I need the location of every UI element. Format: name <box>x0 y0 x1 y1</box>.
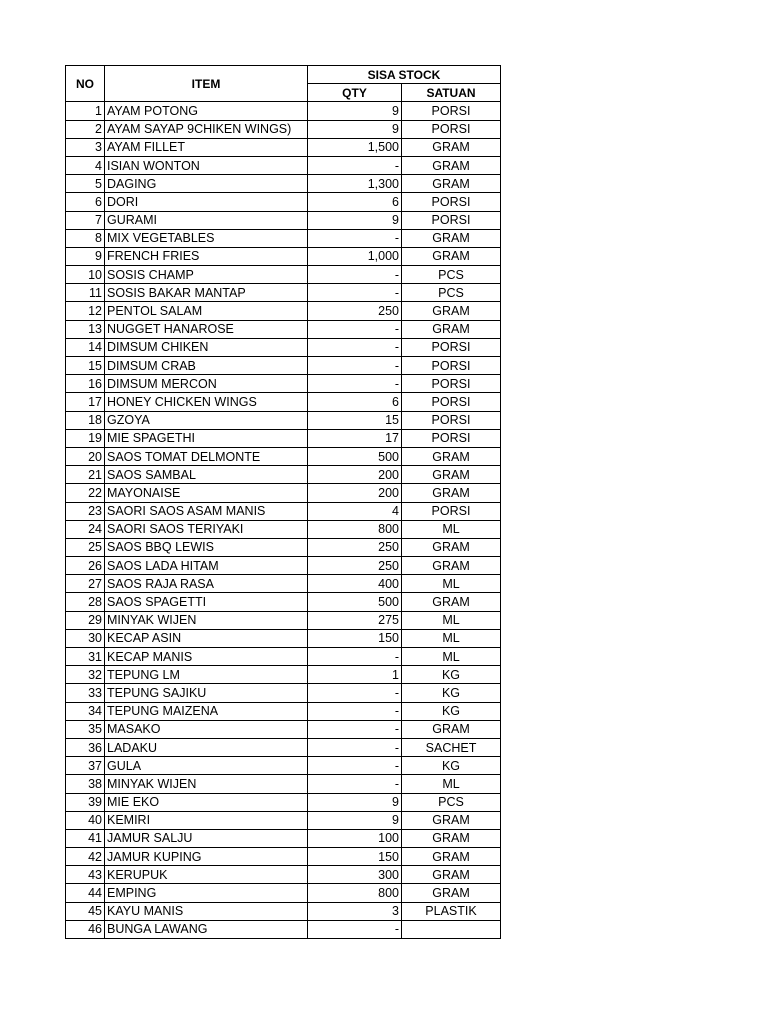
item-name: AYAM POTONG <box>105 102 308 120</box>
row-number: 45 <box>66 902 105 920</box>
unit-value: PORSI <box>402 502 501 520</box>
table-row <box>66 757 501 775</box>
table-row <box>66 138 501 156</box>
qty-value: - <box>308 720 402 738</box>
unit-value: SACHET <box>402 738 501 756</box>
table-row <box>66 211 501 229</box>
unit-value: ML <box>402 629 501 647</box>
row-number: 38 <box>66 775 105 793</box>
item-name: DAGING <box>105 175 308 193</box>
item-name: MIE EKO <box>105 793 308 811</box>
unit-value: GRAM <box>402 811 501 829</box>
unit-value: ML <box>402 775 501 793</box>
table-row <box>66 429 501 447</box>
unit-value: PORSI <box>402 375 501 393</box>
item-name: DORI <box>105 193 308 211</box>
qty-value: 9 <box>308 102 402 120</box>
item-name: JAMUR KUPING <box>105 848 308 866</box>
item-name: MAYONAISE <box>105 484 308 502</box>
table-row <box>66 484 501 502</box>
row-number: 1 <box>66 102 105 120</box>
unit-value: GRAM <box>402 884 501 902</box>
table-row <box>66 120 501 138</box>
row-number: 41 <box>66 829 105 847</box>
table-row <box>66 866 501 884</box>
item-name: BUNGA LAWANG <box>105 920 308 938</box>
qty-value: 500 <box>308 447 402 465</box>
item-name: KERUPUK <box>105 866 308 884</box>
qty-value: 9 <box>308 211 402 229</box>
item-name: SOSIS CHAMP <box>105 266 308 284</box>
row-number: 4 <box>66 156 105 174</box>
qty-value: 1,500 <box>308 138 402 156</box>
item-name: ISIAN WONTON <box>105 156 308 174</box>
table-row <box>66 629 501 647</box>
row-number: 37 <box>66 757 105 775</box>
row-number: 22 <box>66 484 105 502</box>
table-row <box>66 338 501 356</box>
table-row <box>66 411 501 429</box>
unit-value: PORSI <box>402 429 501 447</box>
item-name: HONEY CHICKEN WINGS <box>105 393 308 411</box>
unit-value: GRAM <box>402 247 501 265</box>
qty-value: 1 <box>308 666 402 684</box>
unit-value: PCS <box>402 266 501 284</box>
stock-table <box>65 65 501 939</box>
row-number: 28 <box>66 593 105 611</box>
item-name: MINYAK WIJEN <box>105 775 308 793</box>
row-number: 3 <box>66 138 105 156</box>
unit-value: GRAM <box>402 484 501 502</box>
row-number: 26 <box>66 557 105 575</box>
row-number: 34 <box>66 702 105 720</box>
item-name: SAOS LADA HITAM <box>105 557 308 575</box>
table-row <box>66 229 501 247</box>
unit-value: PLASTIK <box>402 902 501 920</box>
table-row <box>66 702 501 720</box>
table-row <box>66 920 501 938</box>
qty-value: 300 <box>308 866 402 884</box>
qty-value: 100 <box>308 829 402 847</box>
table-row <box>66 447 501 465</box>
unit-value: PORSI <box>402 357 501 375</box>
qty-value: 250 <box>308 538 402 556</box>
row-number: 8 <box>66 229 105 247</box>
table-header <box>66 66 501 102</box>
row-number: 30 <box>66 629 105 647</box>
qty-value: 4 <box>308 502 402 520</box>
item-name: MASAKO <box>105 720 308 738</box>
header-satuan: SATUAN <box>402 84 501 102</box>
item-name: SAOS RAJA RASA <box>105 575 308 593</box>
table-row <box>66 375 501 393</box>
table-row <box>66 557 501 575</box>
item-name: SAORI SAOS TERIYAKI <box>105 520 308 538</box>
table-row <box>66 156 501 174</box>
qty-value: 9 <box>308 120 402 138</box>
qty-value: 15 <box>308 411 402 429</box>
item-name: TEPUNG LM <box>105 666 308 684</box>
table-row <box>66 175 501 193</box>
item-name: KECAP MANIS <box>105 648 308 666</box>
table-row <box>66 884 501 902</box>
qty-value: 6 <box>308 393 402 411</box>
qty-value: - <box>308 357 402 375</box>
table-row <box>66 357 501 375</box>
row-number: 6 <box>66 193 105 211</box>
row-number: 17 <box>66 393 105 411</box>
row-number: 44 <box>66 884 105 902</box>
item-name: MIE SPAGETHI <box>105 429 308 447</box>
qty-value: - <box>308 375 402 393</box>
unit-value: KG <box>402 702 501 720</box>
unit-value: KG <box>402 666 501 684</box>
item-name: GULA <box>105 757 308 775</box>
row-number: 39 <box>66 793 105 811</box>
row-number: 42 <box>66 848 105 866</box>
unit-value: GRAM <box>402 466 501 484</box>
unit-value: GRAM <box>402 175 501 193</box>
qty-value: 150 <box>308 848 402 866</box>
header-item: ITEM <box>105 66 308 102</box>
table-row <box>66 302 501 320</box>
row-number: 35 <box>66 720 105 738</box>
item-name: MIX VEGETABLES <box>105 229 308 247</box>
unit-value: PORSI <box>402 120 501 138</box>
item-name: TEPUNG SAJIKU <box>105 684 308 702</box>
item-name: MINYAK WIJEN <box>105 611 308 629</box>
item-name: NUGGET HANAROSE <box>105 320 308 338</box>
unit-value: PCS <box>402 793 501 811</box>
row-number: 19 <box>66 429 105 447</box>
table-row <box>66 829 501 847</box>
item-name: PENTOL SALAM <box>105 302 308 320</box>
table-row <box>66 666 501 684</box>
qty-value: 400 <box>308 575 402 593</box>
item-name: TEPUNG MAIZENA <box>105 702 308 720</box>
unit-value: GRAM <box>402 229 501 247</box>
item-name: SAORI SAOS ASAM MANIS <box>105 502 308 520</box>
unit-value: GRAM <box>402 320 501 338</box>
item-name: SAOS SAMBAL <box>105 466 308 484</box>
table-row <box>66 684 501 702</box>
table-row <box>66 193 501 211</box>
qty-value: - <box>308 156 402 174</box>
unit-value: GRAM <box>402 829 501 847</box>
table-row <box>66 320 501 338</box>
unit-value: PORSI <box>402 211 501 229</box>
qty-value: - <box>308 338 402 356</box>
qty-value: - <box>308 320 402 338</box>
table-row <box>66 793 501 811</box>
item-name: DIMSUM CRAB <box>105 357 308 375</box>
qty-value: - <box>308 738 402 756</box>
row-number: 46 <box>66 920 105 938</box>
table-row <box>66 284 501 302</box>
item-name: EMPING <box>105 884 308 902</box>
table-row <box>66 247 501 265</box>
table-row <box>66 538 501 556</box>
qty-value: 200 <box>308 466 402 484</box>
row-number: 36 <box>66 738 105 756</box>
row-number: 18 <box>66 411 105 429</box>
table-row <box>66 520 501 538</box>
unit-value: ML <box>402 611 501 629</box>
unit-value: PORSI <box>402 393 501 411</box>
qty-value: 800 <box>308 884 402 902</box>
item-name: GZOYA <box>105 411 308 429</box>
table-row <box>66 720 501 738</box>
row-number: 2 <box>66 120 105 138</box>
item-name: JAMUR SALJU <box>105 829 308 847</box>
unit-value: PORSI <box>402 411 501 429</box>
qty-value: 150 <box>308 629 402 647</box>
row-number: 43 <box>66 866 105 884</box>
table-row <box>66 648 501 666</box>
qty-value: 3 <box>308 902 402 920</box>
unit-value: KG <box>402 684 501 702</box>
item-name: SAOS BBQ LEWIS <box>105 538 308 556</box>
item-name: GURAMI <box>105 211 308 229</box>
qty-value: 250 <box>308 302 402 320</box>
unit-value: ML <box>402 520 501 538</box>
row-number: 33 <box>66 684 105 702</box>
item-name: KEMIRI <box>105 811 308 829</box>
table-row <box>66 575 501 593</box>
qty-value: 1,300 <box>308 175 402 193</box>
item-name: SAOS TOMAT DELMONTE <box>105 447 308 465</box>
unit-value: GRAM <box>402 593 501 611</box>
header-sisa-stock: SISA STOCK <box>308 66 501 84</box>
unit-value: PCS <box>402 284 501 302</box>
table-row <box>66 848 501 866</box>
row-number: 10 <box>66 266 105 284</box>
header-qty: QTY <box>308 84 402 102</box>
unit-value: GRAM <box>402 720 501 738</box>
qty-value: - <box>308 684 402 702</box>
table-row <box>66 611 501 629</box>
item-name: AYAM SAYAP 9CHIKEN WINGS) <box>105 120 308 138</box>
unit-value: GRAM <box>402 866 501 884</box>
qty-value: - <box>308 648 402 666</box>
row-number: 27 <box>66 575 105 593</box>
unit-value: GRAM <box>402 156 501 174</box>
unit-value: ML <box>402 575 501 593</box>
table-row <box>66 775 501 793</box>
qty-value: 800 <box>308 520 402 538</box>
qty-value: - <box>308 284 402 302</box>
header-no: NO <box>66 66 105 102</box>
item-name: SAOS SPAGETTI <box>105 593 308 611</box>
qty-value: - <box>308 266 402 284</box>
qty-value: - <box>308 920 402 938</box>
row-number: 14 <box>66 338 105 356</box>
unit-value: GRAM <box>402 538 501 556</box>
qty-value: 9 <box>308 793 402 811</box>
table-row <box>66 902 501 920</box>
item-name: LADAKU <box>105 738 308 756</box>
qty-value: 6 <box>308 193 402 211</box>
qty-value: 1,000 <box>308 247 402 265</box>
row-number: 12 <box>66 302 105 320</box>
row-number: 23 <box>66 502 105 520</box>
row-number: 11 <box>66 284 105 302</box>
row-number: 31 <box>66 648 105 666</box>
row-number: 24 <box>66 520 105 538</box>
unit-value: PORSI <box>402 338 501 356</box>
qty-value: - <box>308 702 402 720</box>
row-number: 29 <box>66 611 105 629</box>
row-number: 7 <box>66 211 105 229</box>
row-number: 40 <box>66 811 105 829</box>
table-row <box>66 502 501 520</box>
item-name: KECAP ASIN <box>105 629 308 647</box>
unit-value <box>402 920 501 938</box>
row-number: 32 <box>66 666 105 684</box>
qty-value: 17 <box>308 429 402 447</box>
row-number: 25 <box>66 538 105 556</box>
unit-value: GRAM <box>402 302 501 320</box>
unit-value: GRAM <box>402 447 501 465</box>
item-name: DIMSUM CHIKEN <box>105 338 308 356</box>
qty-value: 500 <box>308 593 402 611</box>
row-number: 16 <box>66 375 105 393</box>
table-row <box>66 811 501 829</box>
qty-value: 9 <box>308 811 402 829</box>
table-row <box>66 593 501 611</box>
item-name: SOSIS BAKAR MANTAP <box>105 284 308 302</box>
item-name: DIMSUM MERCON <box>105 375 308 393</box>
item-name: AYAM FILLET <box>105 138 308 156</box>
table-row <box>66 102 501 120</box>
table-row <box>66 393 501 411</box>
row-number: 13 <box>66 320 105 338</box>
row-number: 21 <box>66 466 105 484</box>
unit-value: PORSI <box>402 193 501 211</box>
item-name: FRENCH FRIES <box>105 247 308 265</box>
table-row <box>66 738 501 756</box>
unit-value: PORSI <box>402 102 501 120</box>
qty-value: - <box>308 775 402 793</box>
qty-value: 275 <box>308 611 402 629</box>
table-body <box>66 102 501 939</box>
unit-value: GRAM <box>402 138 501 156</box>
unit-value: KG <box>402 757 501 775</box>
unit-value: GRAM <box>402 848 501 866</box>
row-number: 20 <box>66 447 105 465</box>
qty-value: 250 <box>308 557 402 575</box>
item-name: KAYU MANIS <box>105 902 308 920</box>
unit-value: ML <box>402 648 501 666</box>
qty-value: - <box>308 229 402 247</box>
row-number: 9 <box>66 247 105 265</box>
row-number: 5 <box>66 175 105 193</box>
table-row <box>66 466 501 484</box>
table-row <box>66 266 501 284</box>
qty-value: - <box>308 757 402 775</box>
row-number: 15 <box>66 357 105 375</box>
qty-value: 200 <box>308 484 402 502</box>
unit-value: GRAM <box>402 557 501 575</box>
